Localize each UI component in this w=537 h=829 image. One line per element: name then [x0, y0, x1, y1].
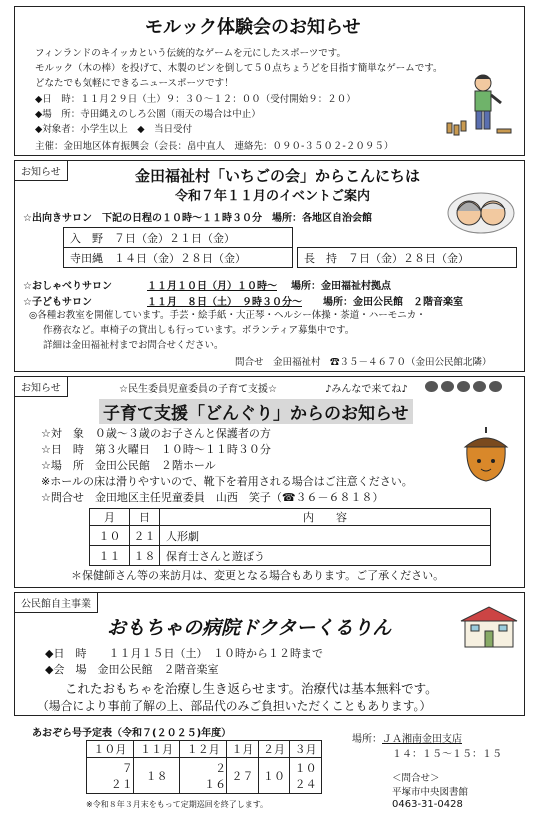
toy-hospital-illustration	[459, 605, 519, 649]
month-header: ２月	[258, 741, 290, 758]
column-header: 内 容	[160, 509, 491, 526]
table-row	[90, 526, 491, 546]
event-dates: ７日（金）２８日（金）	[348, 251, 469, 265]
day-value: １０	[263, 769, 286, 783]
ichigo-title: 金田福祉村「いちごの会」からこんにちは	[135, 167, 421, 185]
table-row	[90, 546, 491, 566]
aozora-contact-label: ＜問合せ＞	[392, 773, 440, 784]
ichigo-subtitle: 令和７年１１月のイベントご案内	[175, 189, 371, 204]
molkky-title: モルック体験会のお知らせ	[145, 17, 361, 38]
acorn-icon	[457, 381, 470, 392]
molkky-sponsor: 主催：金田地区体育振興会（会長：畠中直人 連絡先：０９０-３５０２-２０９５）	[35, 141, 394, 152]
molkky-desc-1: フィンランドのキイッカという伝統的なゲームを元にしたスポーツです。	[35, 48, 347, 59]
ichigo-events-table-right	[297, 247, 517, 268]
donguri-title: 子育て支援「どんぐり」からのお知らせ	[99, 399, 413, 424]
month-header: １２月	[180, 741, 227, 758]
donguri-header-2: ♪みんなで来てね♪	[325, 384, 408, 395]
toy-desc-1: これたおもちゃを治療し生き返らせます。治療代は基本無料です。	[65, 681, 438, 696]
aozora-library: 平塚市中央図書館	[392, 787, 469, 798]
ichigo-contact: 問合せ 金田福祉村 ☎３５－４６７０（金田公民館北隣）	[235, 357, 492, 368]
molkky-place: ◆場 所：寺田縄えのしろ公園（雨天の場合は中止）	[35, 109, 261, 120]
table-row	[64, 248, 293, 268]
elderly-couple-illustration	[447, 191, 515, 235]
donguri-target: ☆対 象 ０歳～３歳のお子さんと保護者の方	[41, 427, 271, 440]
day-value: ２４	[294, 777, 317, 791]
day-value: ２	[215, 761, 227, 775]
row-month: １１	[90, 546, 130, 566]
donguri-date: ☆日 時 第３火曜日 １０時～１１時３０分	[41, 443, 271, 456]
aozora-time: １４：１５～１５：１５	[392, 749, 502, 760]
molkky-player-illustration	[443, 73, 515, 139]
table-row	[64, 228, 293, 248]
acorn-icon	[441, 381, 454, 392]
oshaberi-place: 場所：金田福祉村拠点	[291, 281, 391, 292]
day-value: １６	[204, 777, 227, 791]
donguri-note: ※ホールの床は滑りやすいので、靴下を着用される場合はご注意ください。	[41, 475, 413, 488]
day-value: １８	[145, 769, 168, 783]
toy-date: ◆日 時 １１月１５日（土） １０時から１２時まで	[45, 647, 323, 660]
oshaberi-label: ☆おしゃべりサロン	[23, 281, 112, 292]
row-day: ２１	[130, 526, 160, 546]
donguri-footnote: ＊保健師さん等の来訪月は、変更となる場合もあります。ご了承ください。	[71, 569, 445, 582]
row-day: １８	[130, 546, 160, 566]
day-value: ７	[121, 761, 133, 775]
month-header: １０月	[87, 741, 134, 758]
toy-desc-2: （場合により事前了解の上、部品代のみご負担いただくこともあります。）	[37, 699, 432, 713]
ichigo-salon-out: ☆出向きサロン 下記の日程の１０時～１１時３０分 場所：各地区自治会館	[23, 213, 372, 224]
ichigo-note-1: ◎各種お教室を開催しています。手芸・絵手紙・大正琴・ヘルシー体操・茶道・ハーモニカ・	[29, 310, 426, 321]
aozora-place	[352, 730, 462, 745]
acorn-icon	[489, 381, 502, 392]
aozora-schedule-table	[86, 740, 322, 794]
ichigo-section	[14, 160, 525, 372]
donguri-schedule-table	[89, 508, 491, 566]
ichigo-note-2: 作務衣など。車椅子の貸出しも行っています。ボランティア募集中です。	[43, 325, 355, 336]
ichigo-events-table-left	[63, 227, 293, 268]
table-header-row	[87, 741, 322, 758]
molkky-section	[14, 6, 525, 156]
event-area: 寺田縄	[70, 251, 103, 265]
table-row	[87, 758, 322, 794]
row-month: １０	[90, 526, 130, 546]
event-dates: ７日（金）２１日（金）	[114, 231, 235, 245]
donguri-place: ☆場 所 金田公民館 ２階ホール	[41, 459, 216, 472]
acorn-icon	[425, 381, 438, 392]
month-header: １１月	[133, 741, 180, 758]
event-area: 入 野	[70, 231, 103, 245]
aozora-footnote: ※令和８年３月末をもって定期巡回を終了します。	[86, 800, 269, 809]
day-value: ２７	[231, 769, 254, 783]
toy-tag: 公民館自主事業	[15, 593, 98, 613]
row-content: 保育士さんと遊ぼう	[160, 546, 491, 566]
oshaberi-date: １１月１０日（月）１０時～	[147, 281, 277, 292]
table-row	[298, 248, 517, 268]
column-header: 日	[130, 509, 160, 526]
donguri-header: ☆民生委員児童委員の子育て支援☆	[119, 384, 277, 395]
kodomo-place: 場所：金田公民館 ２階音楽室	[323, 297, 463, 308]
toy-place: ◆会 場 金田公民館 ２階音楽室	[45, 663, 219, 676]
toy-section	[14, 592, 525, 716]
acorn-row-icons	[425, 381, 505, 393]
toy-title: おもちゃの病院ドクターくるりん	[107, 617, 392, 639]
day-value: １０	[294, 761, 317, 775]
month-header: ３月	[290, 741, 322, 758]
molkky-target: ◆対象者：小学生以上 ◆ 当日受付	[35, 124, 193, 135]
acorn-illustration	[459, 427, 513, 483]
kodomo-label: ☆子どもサロン	[23, 297, 92, 308]
aozora-phone: 0463-31-0428	[392, 799, 463, 810]
aozora-title: あおぞら号予定表（令和７(２０２５)年度）	[32, 728, 232, 739]
ichigo-note-3: 詳細は金田福祉村までお問合せください。	[43, 340, 224, 351]
month-header: １月	[227, 741, 259, 758]
molkky-date: ◆日 時：１１月２９日（土）９：３０～１２：００（受付開始９：２０）	[35, 94, 356, 105]
molkky-desc-3: どなたでも気軽にできるニュースポーツです！	[35, 78, 234, 89]
donguri-tag: お知らせ	[15, 377, 68, 397]
donguri-section	[14, 376, 525, 588]
event-area: 長 持	[304, 251, 337, 265]
column-header: 月	[90, 509, 130, 526]
day-value: ２１	[110, 777, 133, 791]
table-header-row	[90, 509, 491, 526]
kodomo-date: １１月 ８日（土） ９時３０分～	[147, 297, 302, 308]
aozora-place-name: ＪＡ湘南金田支店	[382, 734, 462, 745]
donguri-contact: ☆問合せ 金田地区主任児童委員 山西 笑子（☎３６－６８１８）	[41, 491, 384, 504]
ichigo-tag: お知らせ	[15, 161, 68, 181]
molkky-desc-2: モルック（木の棒）を投げて、木製のピンを倒して５０点ちょうどを目指す簡単なゲームです。	[35, 63, 443, 74]
row-content: 人形劇	[160, 526, 491, 546]
aozora-place-label: 場所：	[352, 734, 382, 745]
event-dates: １４日（金）２８日（金）	[114, 251, 246, 265]
acorn-icon	[473, 381, 486, 392]
